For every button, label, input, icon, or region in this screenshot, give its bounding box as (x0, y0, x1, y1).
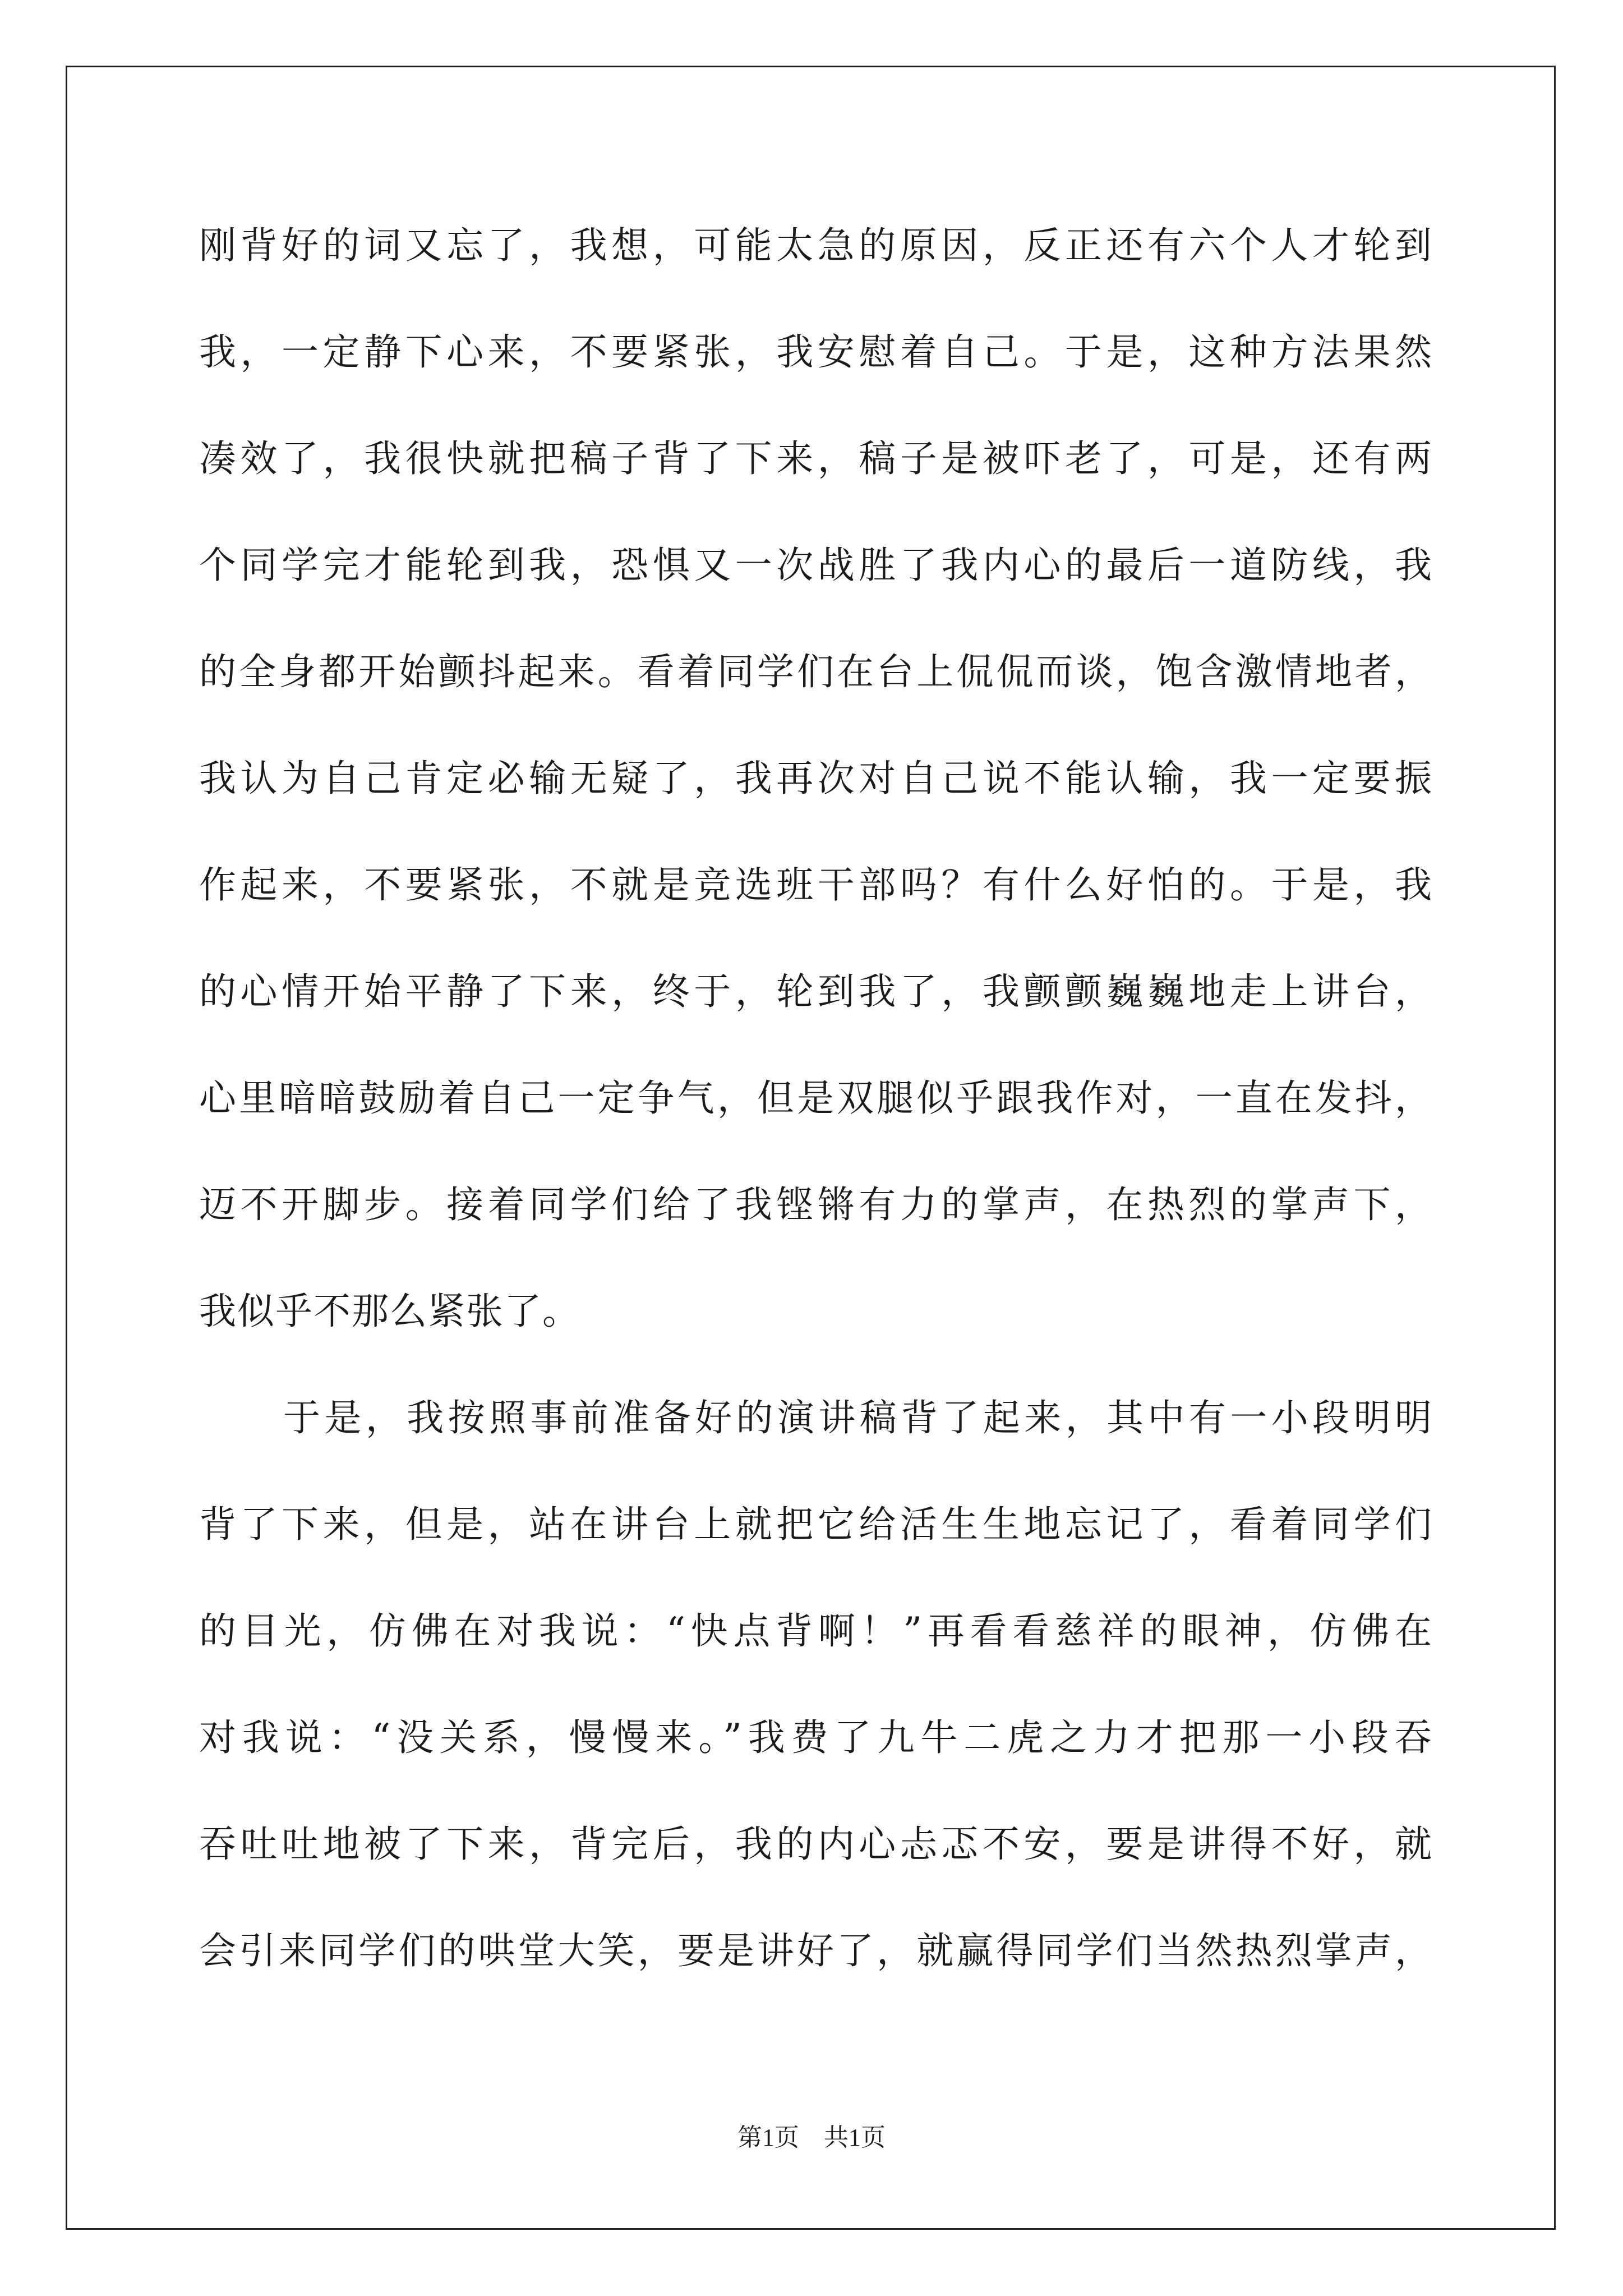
text-line: 对我说：“没关系，慢慢来。”我费了九牛二虎之力才把那一小段吞 (199, 1716, 1433, 1759)
document-body (199, 212, 1433, 2024)
text-line: 个同学完才能轮到我，恐惧又一次战胜了我内心的最后一道防线，我 (199, 544, 1433, 587)
text-line: 的心情开始平静了下来，终于，轮到我了，我颤颤巍巍地走上讲台， (199, 970, 1433, 1013)
text-line: 迈不开脚步。接着同学们给了我铿锵有力的掌声，在热烈的掌声下， (199, 1183, 1433, 1226)
text-line: 会引来同学们的哄堂大笑，要是讲好了，就赢得同学们当然热烈掌声， (199, 1929, 1433, 1972)
text-line: 凑效了，我很快就把稿子背了下来，稿子是被吓老了，可是，还有两 (199, 437, 1433, 480)
text-line: 我，一定静下心来，不要紧张，我安慰着自己。于是，这种方法果然 (199, 330, 1433, 374)
text-line: 心里暗暗鼓励着自己一定争气，但是双腿似乎跟我作对，一直在发抖， (199, 1076, 1433, 1120)
text-line: 我认为自己肯定必输无疑了，我再次对自己说不能认输，我一定要振 (199, 757, 1433, 800)
page-number-footer: 第1页 共1页 (737, 2124, 886, 2151)
text-line: 刚背好的词又忘了，我想，可能太急的原因，反正还有六个人才轮到 (199, 224, 1433, 267)
paragraph-first-line: 于是，我按照事前准备好的演讲稿背了起来，其中有一小段明明 (283, 1396, 1433, 1439)
text-line: 作起来，不要紧张，不就是竞选班干部吗？有什么好怕的。于是，我 (199, 863, 1433, 907)
text-line: 的目光，仿佛在对我说：“快点背啊！”再看看慈祥的眼神，仿佛在 (199, 1609, 1433, 1653)
paragraph-end-line: 我似乎不那么紧张了。 (199, 1290, 580, 1333)
text-line: 的全身都开始颤抖起来。看着同学们在台上侃侃而谈，饱含激情地者， (199, 650, 1433, 693)
text-line: 吞吐吐地被了下来，背完后，我的内心忐忑不安，要是讲得不好，就 (199, 1823, 1433, 1866)
text-line: 背了下来，但是，站在讲台上就把它给活生生地忘记了，看着同学们 (199, 1503, 1433, 1546)
